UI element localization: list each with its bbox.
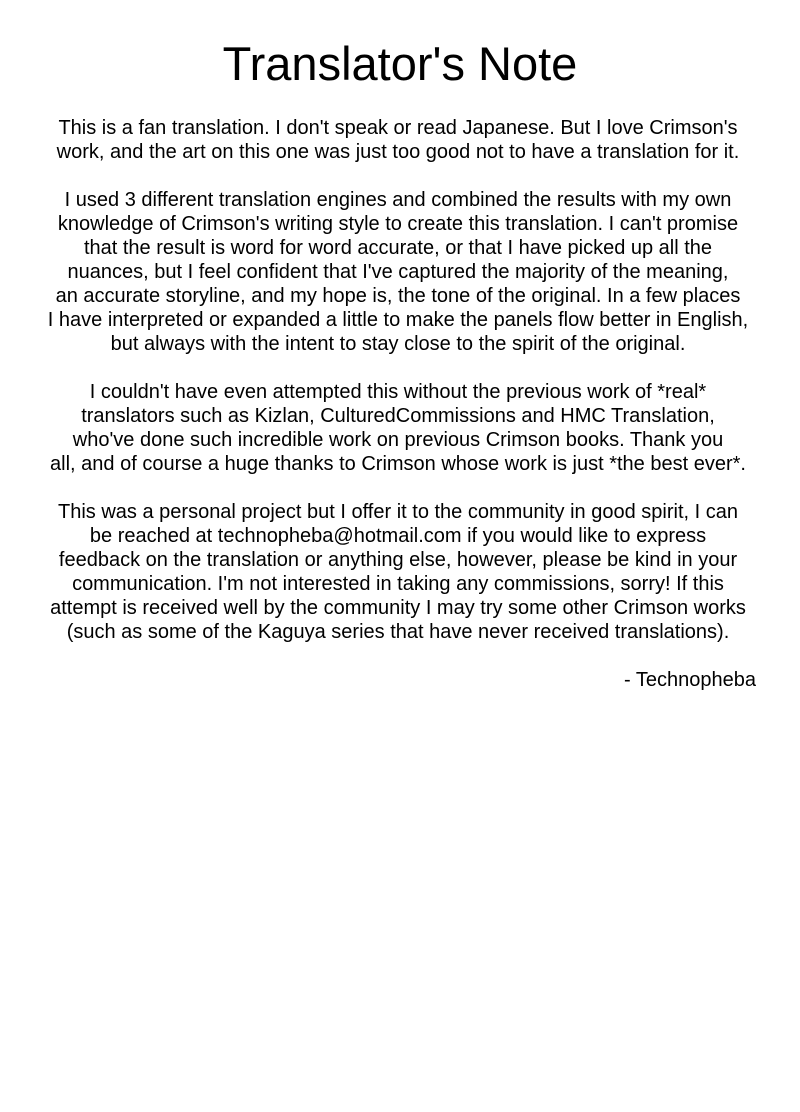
text-line: be reached at technopheba@hotmail.com if you would like to express — [89, 525, 707, 547]
text-line: who've done such incredible work on previous Crimson books. Thank you — [72, 429, 724, 451]
text-line: nuances, but I feel confident that I've captured the majority of the meaning, — [67, 261, 729, 283]
text-line: I couldn't have even attempted this without the previous work of *real* — [89, 381, 707, 403]
text-line: I have interpreted or expanded a little to make the panels flow better in English, — [47, 309, 749, 331]
text-line: all, and of course a huge thanks to Crimson whose work is just *the best ever*. — [50, 453, 746, 475]
text-line: knowledge of Crimson's writing style to create this translation. I can't promise — [57, 213, 739, 235]
text-line: but always with the intent to stay close to the spirit of the original. — [110, 333, 686, 355]
text-line: work, and the art on this one was just too good not to have a translation for it. — [56, 141, 740, 163]
text-line: translators such as Kizlan, CulturedCommissions and HMC Translation, — [81, 405, 715, 427]
text-line: communication. I'm not interested in taking any commissions, sorry! If this — [72, 573, 724, 595]
page-title: Translator's Note — [222, 37, 578, 90]
paragraph — [0, 188, 796, 356]
text-line: (such as some of the Kaguya series that have never received translations). — [66, 621, 730, 643]
text-line: I used 3 different translation engines and combined the results with my own — [64, 189, 732, 211]
text-line: attempt is received well by the community I may try some other Crimson works — [50, 597, 746, 619]
paragraph — [0, 380, 796, 476]
text-line: an accurate storyline, and my hope is, the tone of the original. In a few places — [55, 285, 741, 307]
text-line: feedback on the translation or anything else, however, please be kind in your — [58, 549, 738, 571]
paragraph — [0, 116, 796, 164]
signature: - Technopheba — [624, 669, 756, 691]
text-line: This was a personal project but I offer it to the community in good spirit, I can — [58, 501, 738, 523]
note-body — [0, 116, 796, 668]
text-line: that the result is word for word accurate, or that I have picked up all the — [83, 237, 713, 259]
text-line: This is a fan translation. I don't speak or read Japanese. But I love Crimson's — [58, 117, 738, 139]
paragraph — [0, 500, 796, 644]
